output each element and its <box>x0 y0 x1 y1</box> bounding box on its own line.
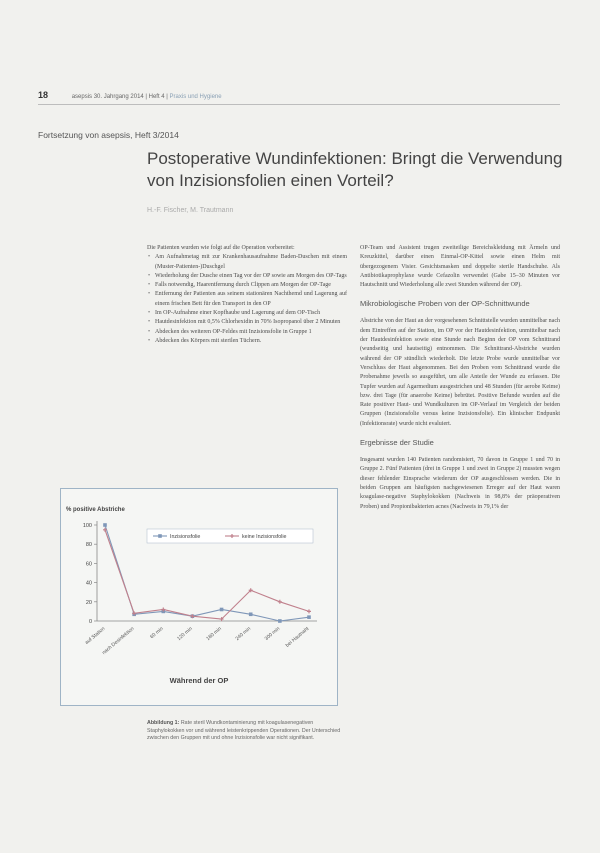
right-column <box>360 244 560 512</box>
list-item: • Abdecken des Körpers mit sterilen Tüchern. <box>155 337 347 346</box>
x-tick-label: 300 min <box>263 625 282 642</box>
journal-name: asepsis 30. Jahrgang 2014 | Heft 4 | <box>71 94 168 100</box>
article-title: Postoperative Wundinfektionen: Bringt die Verwendung von Inzisionsfolien einen Vorteil? <box>147 149 563 190</box>
data-point <box>307 615 311 619</box>
x-tick-label: 240 min <box>234 625 252 642</box>
article-authors: H.-F. Fischer, M. Trautmann <box>147 207 234 214</box>
y-tick-label: 80 <box>85 542 92 549</box>
figure-chart <box>60 488 338 706</box>
caption-text: Rate steril Wundkontaminierung mit koagulasenegativen Staphylokokken vor und während leistenkrippenden Operationen. Der Unterschied zwischen den Gruppen mit und ohne Inzisionsfolie war nicht signifikant. <box>147 720 341 741</box>
preparation-list <box>147 253 347 346</box>
legend-label: Inzisionsfolie <box>170 534 201 540</box>
line-chart <box>61 489 337 705</box>
figure-caption <box>147 720 347 743</box>
continuation-note: Fortsetzung von asepsis, Heft 3/2014 <box>38 130 179 140</box>
list-item: • Entfernung der Patienten aus seinem stationären Nachthemd und Lagerung auf einem frischen Bett für den Transport in den OP <box>155 290 347 309</box>
y-tick-label: 40 <box>85 580 92 587</box>
y-tick-label: 60 <box>85 561 92 568</box>
list-item: • Im OP-Aufnahme einer Kopfhaube und Lagerung auf dem OP-Tisch <box>155 309 347 318</box>
list-item: • Hautdesinfektion mit 0,5% Chlorhexidin in 70% Isopropanol über 2 Minuten <box>155 318 347 327</box>
section-heading: Ergebnisse der Studie <box>360 438 434 448</box>
y-axis-title: % positive Abstriche <box>66 507 125 513</box>
x-tick-label: auf Station <box>84 625 107 646</box>
data-point <box>278 619 282 623</box>
header-rule <box>38 104 560 105</box>
body-paragraph: Abstriche von der Haut an der vorgesehenen Schnittstelle wurden unmittelbar nach dem Eintreffen auf der Station, im OP vor der Hautdesinfektion, unmittelbar nach der Hautdesinfektion sowie eine Stunde nach Beginn der OP vom Schnittrand (wundseitig und hautseitig) entnommen. Die Schnittrand-Abstriche wurden während der OP stündlich wiederholt. Die letzte Probe wurde unmittelbar vor Verschluss der Haut abgenommen. Bei den Proben vom Schnittrand wurde die Probenahme jeweils so ausgeführt, um alle Anteile der Wunde zu erfassen. Die Tupfer wurden auf Agarmedium ausgestrichen und 48 Stunden (für aerobe Keime) bzw. drei Tage (für anaerobe Keime) bebrütet. Positive Befunde wurden auf die Rate positiver Haut- und Wundkulturen im OP-Verlauf im Vergleich der beiden Gruppen (Inzisionsfolie versus keine Inzisionsfolie). Ein klinischer Endpunkt (Infektionsrate) wurde nicht evaluiert. <box>360 318 560 427</box>
data-point <box>307 609 311 613</box>
list-item: • Abdecken des weiteren OP-Feldes mit Inzisionsfolie in Gruppe 1 <box>155 328 347 337</box>
left-column <box>147 244 347 346</box>
list-item: • Am Aufnahmetag mit zur Krankenhausaufnahme Baden-Duschen mit einem (Muster-Patienten-)Duschgel <box>155 253 347 272</box>
data-point <box>249 612 253 616</box>
caption-label: Abbildung 1: <box>147 720 180 726</box>
x-tick-label: 180 min <box>205 625 223 642</box>
data-point <box>103 523 107 527</box>
body-paragraph: OP-Team und Assistent trugen zweiteilige Bereichskleidung mit Ärmeln und Kreuzkittel, darüber einen Einmal-OP-Kittel sowie einen Helm mit übergezogenem Visier. Gesichtsmasken und doppelte sterile Handschuhe. Als Antibiotikaprophylaxe wurde Cefazolin verwendet (Gabe 15–30 Minuten vor Hautschnitt und Wiederholung alle zwei Stunden während der OP). <box>360 245 560 289</box>
legend-label: keine Inzisionsfolie <box>242 534 287 540</box>
y-tick-label: 100 <box>82 523 92 529</box>
section-name: Praxis und Hygiene <box>169 94 222 100</box>
list-item: • Falls notwendig, Haarentfernung durch Clippen am Morgen der OP-Tage <box>155 281 347 290</box>
data-point <box>278 600 282 604</box>
y-tick-label: 0 <box>88 619 92 625</box>
x-tick-label: 60 min <box>149 625 165 641</box>
body-paragraph: Insgesamt wurden 140 Patienten randomisiert, 70 davon in Gruppe 1 und 70 in Gruppe 2. Fünf Patienten (drei in Gruppe 1 und zwei in Gruppe 2) mussten wegen dieser fehlender Einsprache wiederum der OP ausgeschlossen werden. Die in beiden Gruppen am häufigsten nachgewiesenen Erreger auf der Haut waren koagulase-negative Staphylokokken (Nachweis in 98,8% der präoperativen Proben) und Propionibakterien acnes (Nachweis in 79,1% der <box>360 457 560 510</box>
x-tick-label: nach Desinfektion <box>101 625 136 657</box>
running-header <box>38 90 222 100</box>
list-item: • Wiederholung der Dusche einen Tag vor der OP sowie am Morgen des OP-Tags <box>155 272 347 281</box>
page-number: 18 <box>38 90 49 100</box>
section-heading: Mikrobiologische Proben von der OP-Schnittwunde <box>360 299 530 309</box>
y-tick-label: 20 <box>85 599 92 606</box>
x-tick-label: bei Hautnaht <box>284 625 311 649</box>
legend-marker <box>158 534 162 538</box>
intro-paragraph: Die Patienten wurden wie folgt auf die Operation vorbereitet: <box>147 245 295 251</box>
x-axis-title: Während der OP <box>169 676 229 685</box>
data-point <box>220 608 224 612</box>
x-tick-label: 120 min <box>176 625 194 642</box>
